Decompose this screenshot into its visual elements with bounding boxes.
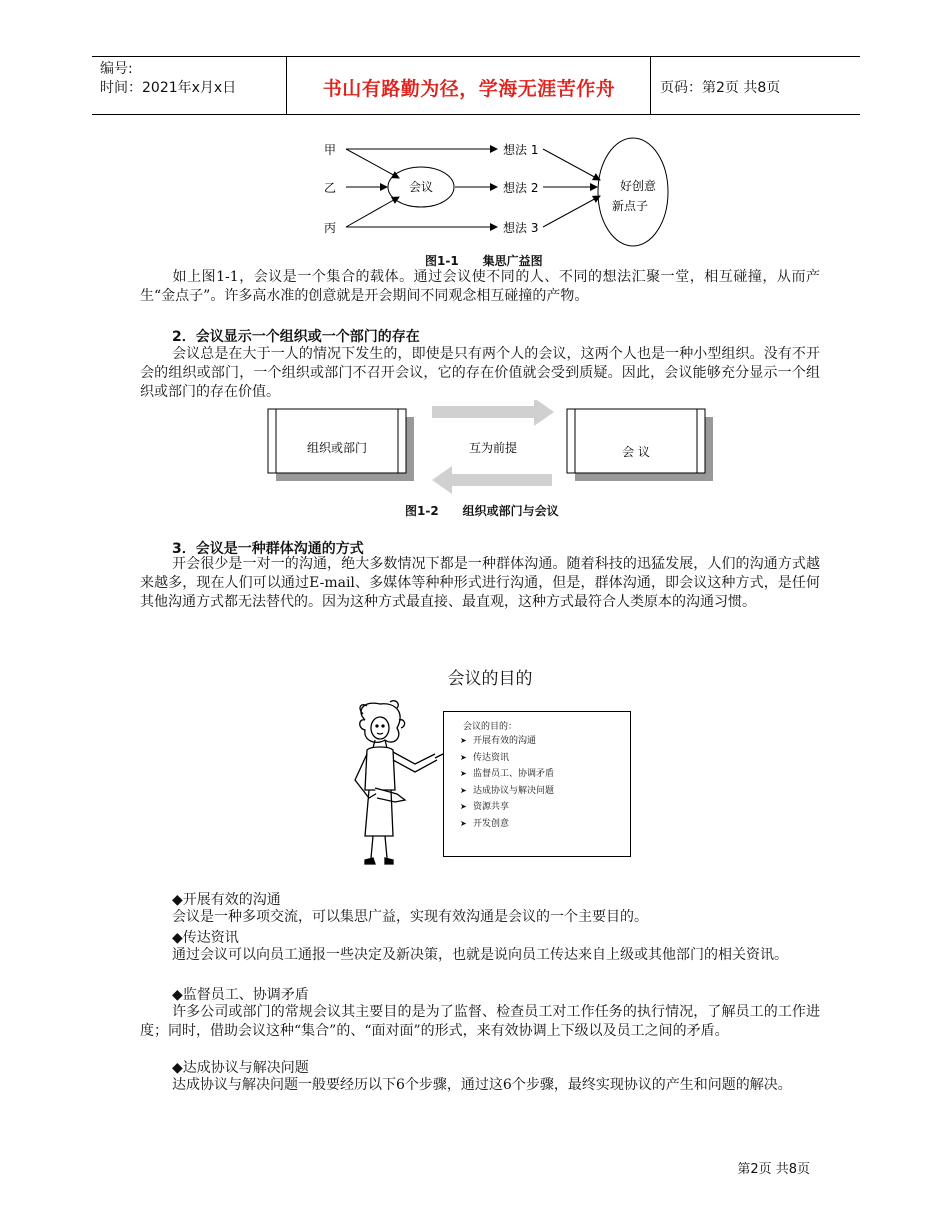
person-yi: 乙 (324, 181, 337, 195)
person-bing: 丙 (324, 221, 337, 235)
slide-item: ➤ 传达资讯 (460, 750, 554, 767)
header-number: 编号: (100, 61, 133, 77)
idea-3: 想法 3 (503, 221, 539, 235)
purpose-4-title: ◆达成协议与解决问题 (172, 1060, 309, 1076)
purpose-3-body: 许多公司或部门的常规会议其主要目的是为了监督、检查员工对工作任务的执行情况，了解员工的工作进度；同时，借助会议这种“集合”的、“面对面”的形式，来有效协调上下级以及员工之间的矛盾。 (140, 1004, 820, 1039)
arrow-left (432, 466, 552, 494)
slide-board-list (460, 733, 554, 832)
purpose-1-title: ◆开展有效的沟通 (172, 892, 281, 908)
header-page-number: 页码：第2页 共8页 (660, 80, 781, 96)
header-divider-left (286, 56, 287, 114)
purpose-1-body: 会议是一种多项交流，可以集思广益，实现有效沟通是会议的一个主要目的。 (172, 909, 648, 925)
header-time: 时间：2021年x月x日 (100, 80, 237, 96)
purpose-2-title: ◆传达资讯 (172, 930, 239, 946)
brainstorm-diagram (300, 130, 700, 255)
idea-2: 想法 2 (503, 181, 539, 195)
purpose-2-body: 通过会议可以向员工通报一些决定及新决策，也就是说向员工传达来自上级或其他部门的相关资讯。 (172, 947, 788, 963)
idea-1: 想法 1 (503, 143, 539, 157)
section-2-heading: 2．会议显示一个组织或一个部门的存在 (172, 329, 420, 345)
meeting-label: 会议 (408, 180, 434, 194)
header-meta (100, 60, 236, 98)
paragraph-1: 如上图1-1，会议是一个集合的载体。通过会议使不同的人、不同的想法汇聚一堂，相互碰撞，从而产生“金点子”。许多高水准的创意就是开会期间不同观念相互碰撞的产物。 (140, 269, 820, 304)
slide-item: ➤ 开发创意 (460, 816, 554, 833)
arrow-bing-meeting (346, 197, 399, 227)
section-2-body: 会议总是在大于一人的情况下发生的，即使是只有两个人的会议，这两个人也是一种小型组织。没有不开会的组织或部门，一个组织或部门不召开会议，它的存在价值就会受到质疑。因此，会议能够充分显示一个组织或部门的存在价值。 (140, 346, 820, 400)
slide-board-title: 会议的目的： (463, 722, 518, 732)
slide-item: ➤ 达成协议与解决问题 (460, 783, 554, 800)
right-box (567, 409, 705, 473)
figure-1-caption: 图1-1 集思广益图 (425, 254, 543, 268)
presenter-illustration (335, 700, 455, 870)
slide-board (443, 711, 631, 857)
left-box-label: 组织或部门 (306, 441, 368, 455)
header-bottom-rule (92, 114, 860, 115)
figure-2-caption: 图1-2 组织或部门与会议 (405, 504, 559, 518)
org-meeting-diagram (262, 400, 722, 500)
header-divider-right (650, 56, 651, 114)
arrow-idea3-result (543, 196, 600, 227)
middle-label: 互为前提 (468, 441, 518, 455)
section-3-heading: 3．会议是一种群体沟通的方式 (172, 541, 364, 557)
slide-title: 会议的目的 (447, 669, 533, 689)
slide-item: ➤ 资源共享 (460, 799, 554, 816)
arrow-idea1-result (543, 149, 600, 180)
purpose-3-title: ◆监督员工、协调矛盾 (172, 987, 309, 1003)
page-footer: 第2页 共8页 (737, 1162, 810, 1177)
arrow-right (432, 400, 554, 426)
slide-item: ➤ 监督员工、协调矛盾 (460, 766, 554, 783)
arrow-jia-meeting (346, 149, 399, 178)
right-box-label: 会 议 (622, 445, 650, 459)
header-top-rule (92, 56, 860, 57)
person-jia: 甲 (324, 143, 337, 157)
result-line-1: 好创意 (619, 179, 657, 193)
section-3-body: 开会很少是一对一的沟通，绝大多数情况下都是一种群体沟通。随着科技的迅猛发展，人们的沟通方式越来越多，现在人们可以通过E-mail、多媒体等种种形式进行沟通，但是，群体沟通，即会议这种方式，是任何其他沟通方式都无法替代的。因为这种方式最直接、最直观，这种方式最符合人类原本的沟通习惯。 (140, 556, 820, 610)
result-line-2: 新点子 (611, 199, 649, 213)
purpose-4-body: 达成协议与解决问题一般要经历以下6个步骤，通过这6个步骤，最终实现协议的产生和问题的解决。 (172, 1077, 792, 1093)
header-motto: 书山有路勤为径，学海无涯苦作舟 (322, 78, 616, 100)
slide-item: ➤ 开展有效的沟通 (460, 733, 554, 750)
